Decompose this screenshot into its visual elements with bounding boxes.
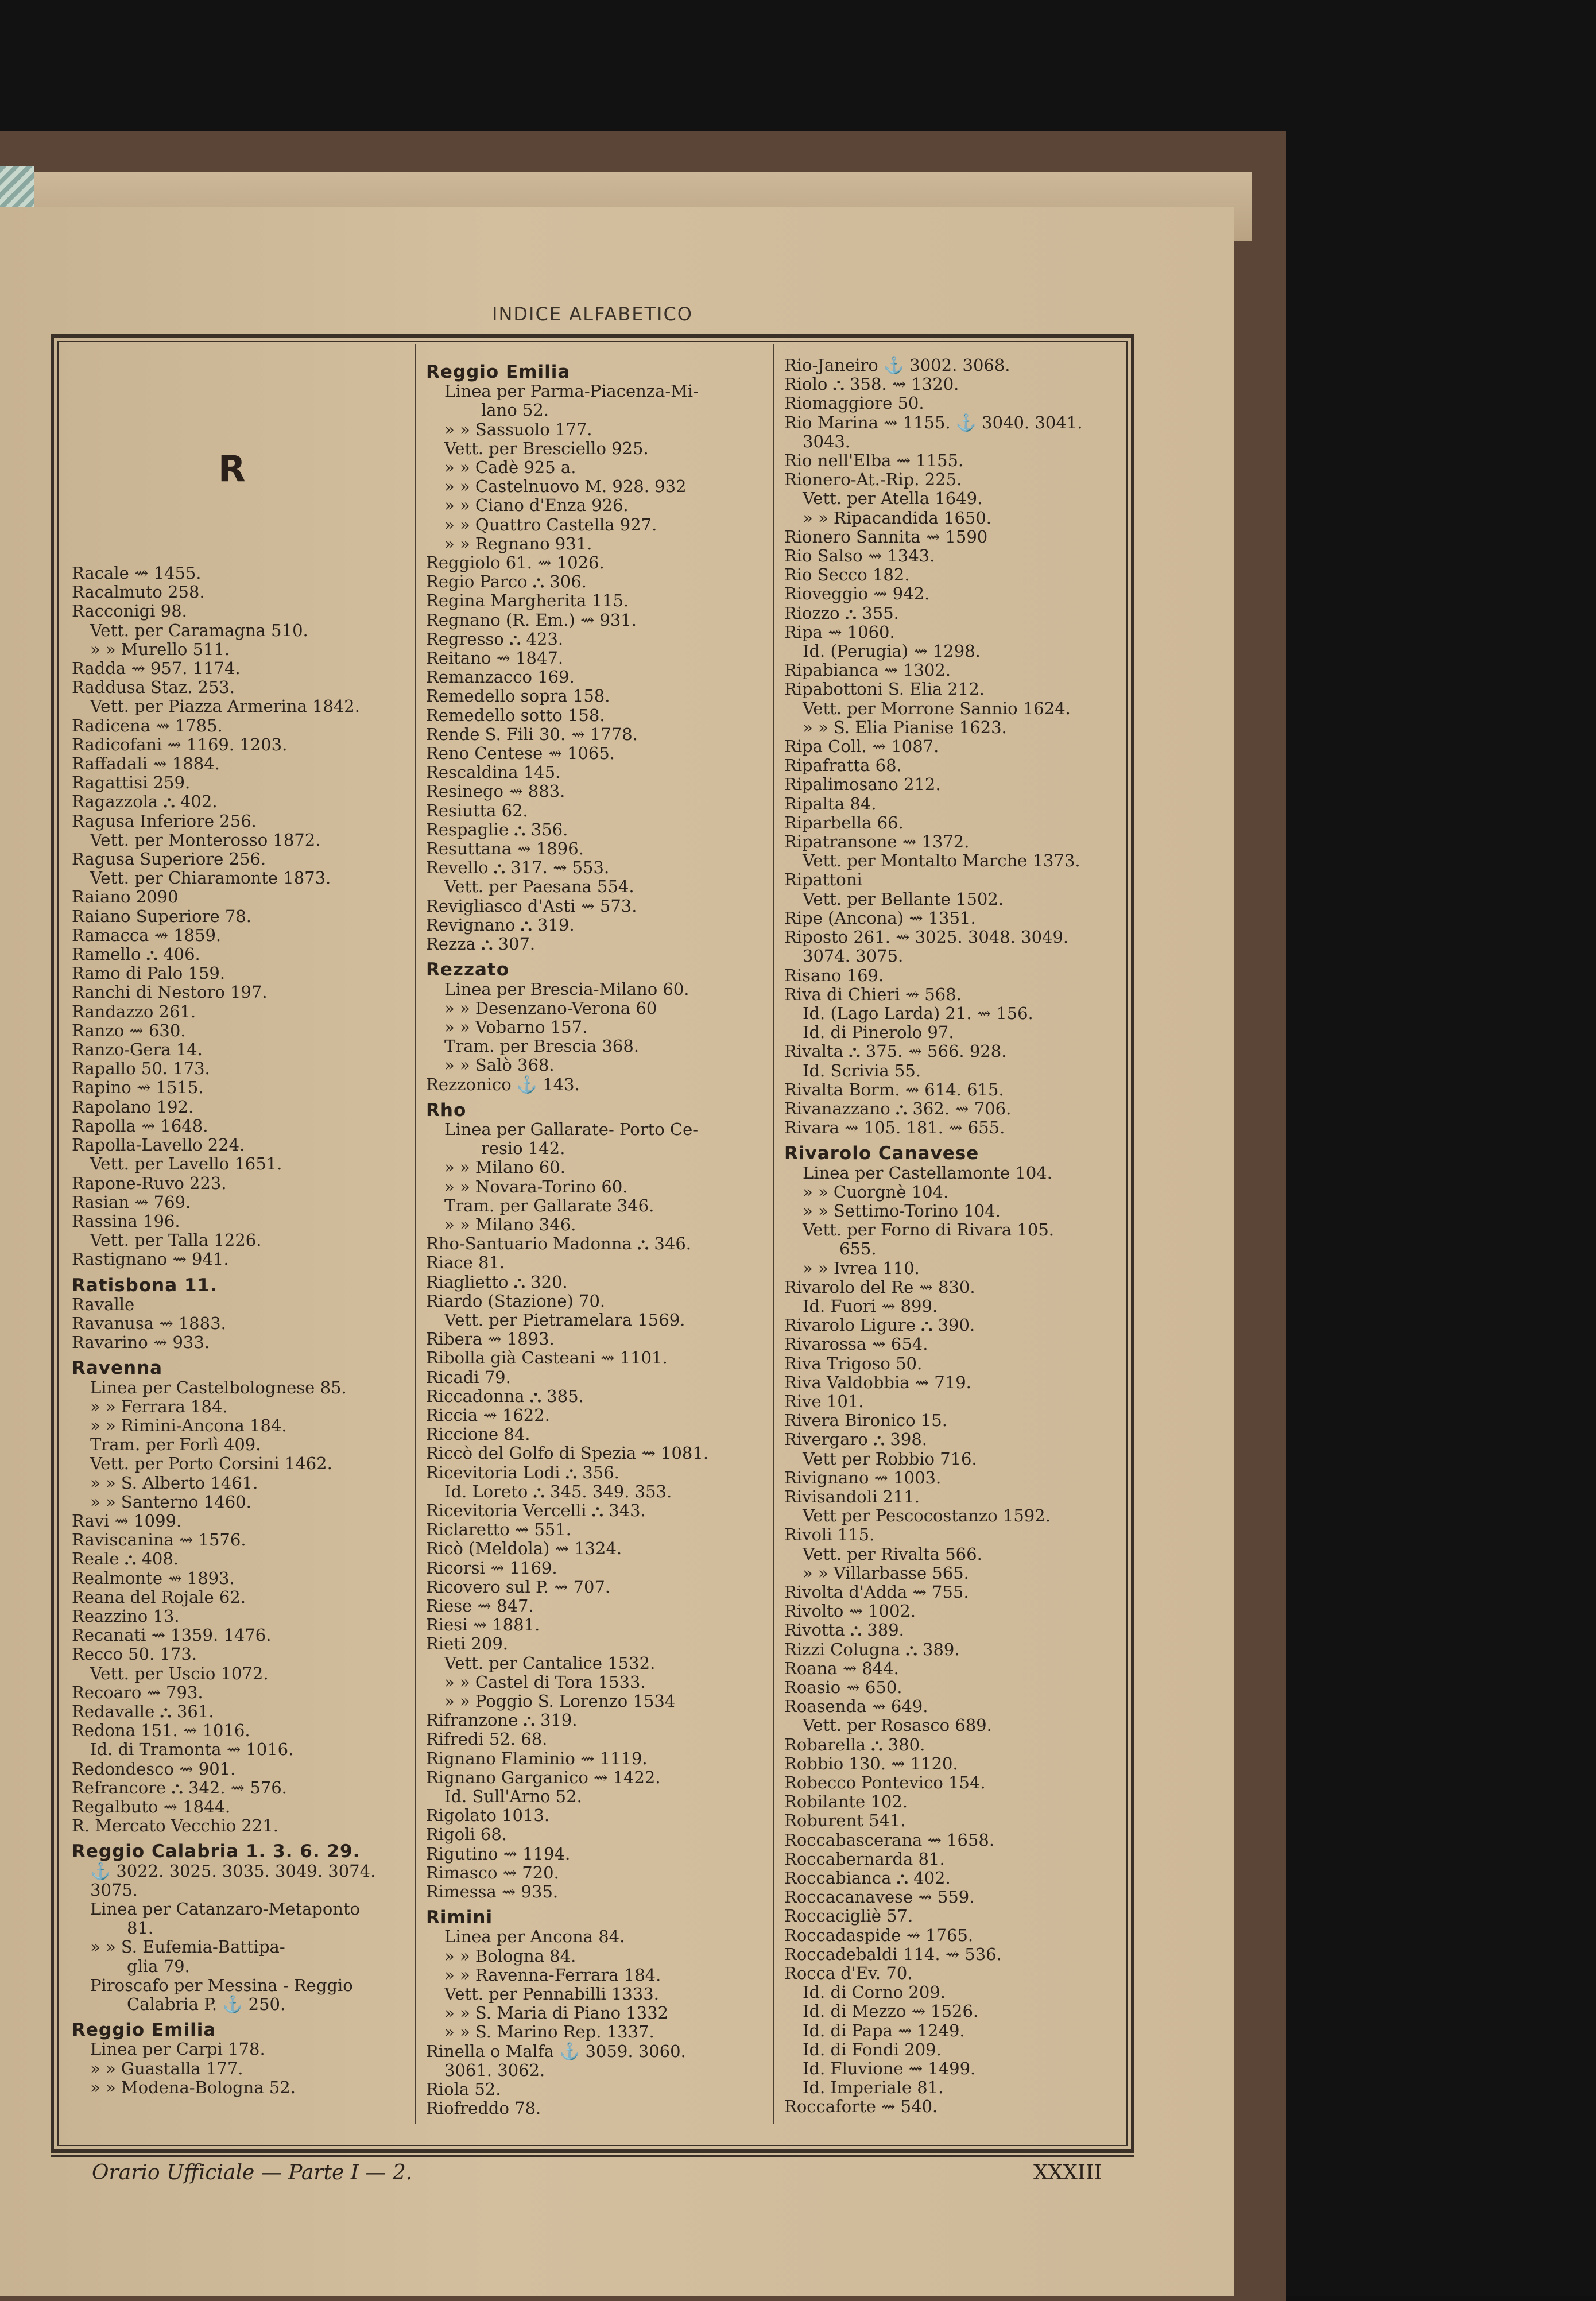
index-entry: » » Rimini-Ancona 184. [90,1415,287,1435]
index-entry: Ricevitoria Vercelli ⛬ 343. [426,1500,646,1520]
index-entry: Vett. per Porto Corsini 1462. [90,1454,332,1474]
index-entry: Regnano (R. Em.) ⇝ 931. [426,610,637,630]
index-entry: Recco 50. 173. [72,1644,197,1664]
index-entry: Vett. per Pietramelara 1569. [444,1310,685,1330]
index-entry: Vett per Pescocostanzo 1592. [803,1506,1051,1526]
index-entry: ⚓ 3022. 3025. 3035. 3049. 3074. [90,1861,376,1881]
index-entry: Radicofani ⇝ 1169. 1203. [72,734,288,754]
index-entry: Id. Fuori ⇝ 899. [803,1296,938,1316]
footer-text: Orario Ufficiale — Parte I — 2. [92,2161,413,2184]
index-entry: Reale ⛬ 408. [72,1549,179,1569]
index-entry: Vett. per Pennabilli 1333. [444,1984,659,2004]
index-entry: » » Cadè 925 a. [444,458,576,478]
index-entry: Rivolta d'Adda ⇝ 755. [784,1582,969,1602]
index-entry: Reitano ⇝ 1847. [426,648,564,668]
index-heading: Reggio Emilia [72,2020,216,2041]
index-entry: Radda ⇝ 957. 1174. [72,658,241,679]
index-entry: » » Poggio S. Lorenzo 1534 [444,1691,676,1711]
index-entry: Roccaforte ⇝ 540. [784,2097,938,2117]
index-entry: Redavalle ⛬ 361. [72,1701,214,1721]
index-entry: R. Mercato Vecchio 221. [72,1816,278,1836]
index-entry: Rigolato 1013. [426,1806,550,1826]
index-entry: 3075. [90,1880,138,1900]
index-entry: Id. di Tramonta ⇝ 1016. [90,1740,294,1760]
index-entry: Remedello sotto 158. [426,705,605,725]
index-entry: Roccabascerana ⇝ 1658. [784,1830,995,1850]
index-entry: Rivergaro ⛬ 398. [784,1430,928,1450]
index-entry: Roccacigliè 57. [784,1906,913,1926]
index-entry: Vett. per Uscio 1072. [90,1663,269,1683]
index-entry: Revigliasco d'Asti ⇝ 573. [426,896,637,916]
index-entry: Ripalta 84. [784,793,877,814]
index-entry: Resuttana ⇝ 1896. [426,839,584,859]
index-entry: Rio Salso ⇝ 1343. [784,546,935,566]
index-heading: Reggio Emilia [426,362,571,382]
index-entry: Riccia ⇝ 1622. [426,1405,550,1425]
index-entry: Rocca d'Ev. 70. [784,1963,913,1984]
index-entry: Riccione 84. [426,1424,530,1444]
index-entry: Riace 81. [426,1253,505,1273]
index-entry: Regina Margherita 115. [426,591,629,611]
index-entry: Ricadi 79. [426,1367,511,1387]
index-entry: Ranchi di Nestoro 197. [72,982,268,1002]
index-entry: Revignano ⛬ 319. [426,915,575,935]
index-entry: Rastignano ⇝ 941. [72,1249,229,1269]
index-entry: Riva di Chieri ⇝ 568. [784,984,962,1004]
index-entry: Reno Centese ⇝ 1065. [426,743,615,764]
index-entry: Linea per Castellamonte 104. [803,1163,1052,1183]
index-entry: Linea per Catanzaro-Metaponto [90,1899,361,1919]
index-entry: Risano 169. [784,965,884,985]
index-entry: Recoaro ⇝ 793. [72,1682,203,1702]
index-entry: Tram. per Forlì 409. [90,1435,261,1455]
index-entry: Id. (Perugia) ⇝ 1298. [803,641,981,661]
index-entry: Rimessa ⇝ 935. [426,1882,559,1902]
index-entry: Vett. per Lavello 1651. [90,1154,282,1174]
index-entry: Id. Scrivia 55. [803,1060,921,1080]
index-entry: Rasian ⇝ 769. [72,1192,191,1212]
index-entry: Rignano Flaminio ⇝ 1119. [426,1748,648,1768]
index-entry: Riva Trigoso 50. [784,1353,923,1373]
index-entry: Regresso ⛬ 423. [426,629,564,649]
index-entry: Vett. per Montalto Marche 1373. [803,851,1080,871]
index-entry: Remanzacco 169. [426,667,575,687]
index-entry: Ripafratta 68. [784,756,902,776]
index-entry: Reana del Rojale 62. [72,1587,246,1607]
index-heading: Rezzato [426,959,510,981]
index-entry: Rapino ⇝ 1515. [72,1078,204,1098]
index-entry: Rezza ⛬ 307. [426,934,536,954]
index-entry: » » Guastalla 177. [90,2058,243,2078]
index-entry: Id. di Mezzo ⇝ 1526. [803,2001,979,2021]
index-entry: Vett. per Caramagna 510. [90,620,308,640]
index-entry: Ripabianca ⇝ 1302. [784,660,951,680]
index-entry: Refrancore ⛬ 342. ⇝ 576. [72,1777,287,1798]
index-entry: Ripattoni [784,870,862,890]
index-entry: Ripatransone ⇝ 1372. [784,832,970,852]
index-entry: Id. Sull'Arno 52. [444,1787,582,1807]
index-entry: Vett. per Atella 1649. [803,489,983,509]
index-heading: Rimini [426,1907,493,1928]
index-entry: Ricovero sul P. ⇝ 707. [426,1576,611,1597]
index-entry: Ravi ⇝ 1099. [72,1510,182,1531]
index-entry: » » Bologna 84. [444,1946,576,1966]
index-entry: Rivara ⇝ 105. 181. ⇝ 655. [784,1118,1005,1138]
index-entry: Riclaretto ⇝ 551. [426,1520,572,1540]
index-entry: Ricò (Meldola) ⇝ 1324. [426,1539,622,1559]
index-entry: Riposto 261. ⇝ 3025. 3048. 3049. [784,927,1069,947]
index-entry: Rivalta Borm. ⇝ 614. 615. [784,1079,1004,1099]
index-entry: Vett. per Rosasco 689. [803,1715,992,1736]
index-entry: Linea per Ancona 84. [444,1927,625,1947]
index-entry: » » Murello 511. [90,639,230,659]
index-entry: Riola 52. [426,2079,501,2099]
index-entry: » » Cuorgnè 104. [803,1182,949,1202]
index-entry: » » Ciano d'Enza 926. [444,495,629,516]
index-entry: lano 52. [481,400,549,420]
index-entry: Linea per Carpi 178. [90,2039,265,2059]
index-entry: » » Vobarno 157. [444,1017,588,1037]
index-entry: Robecco Pontevico 154. [784,1773,986,1793]
index-entry: Rinella o Malfa ⚓ 3059. 3060. [426,2041,686,2061]
index-entry: Linea per Parma-Piacenza-Mi- [444,381,699,401]
index-entry: Robarella ⛬ 380. [784,1734,925,1754]
index-entry: » » Santerno 1460. [90,1492,251,1512]
index-entry: Rio-Janeiro ⚓ 3002. 3068. [784,355,1010,375]
index-entry: Resiutta 62. [426,800,528,820]
index-entry: Linea per Brescia-Milano 60. [444,979,689,999]
index-entry: Riccadonna ⛬ 385. [426,1386,584,1406]
index-entry: » » Desenzano-Verona 60 [444,998,657,1018]
index-entry: Resinego ⇝ 883. [426,781,565,801]
index-entry: Riofreddo 78. [426,2098,541,2118]
index-entry: » » S. Maria di Piano 1332 [444,2003,669,2023]
index-entry: Reggiolo 61. ⇝ 1026. [426,553,605,573]
index-entry: Roburent 541. [784,1811,906,1831]
index-entry: Roccadaspide ⇝ 1765. [784,1925,974,1945]
index-entry: Ripa ⇝ 1060. [784,622,895,642]
index-entry: Rifredi 52. 68. [426,1729,548,1749]
index-entry: Ribera ⇝ 1893. [426,1329,555,1349]
index-entry: Id. (Lago Larda) 21. ⇝ 156. [803,1003,1033,1023]
index-entry: Racalmuto 258. [72,582,205,602]
index-entry: Vett. per Bresciello 925. [444,438,649,458]
index-entry: Riparbella 66. [784,812,904,832]
index-entry: Regalbuto ⇝ 1844. [72,1797,231,1816]
index-entry: Ripalimosano 212. [784,774,941,795]
index-entry: Robbio 130. ⇝ 1120. [784,1753,958,1773]
index-entry: Vett. per Cantalice 1532. [444,1653,656,1673]
index-entry: Raddusa Staz. 253. [72,677,235,698]
index-entry: Riva Valdobbia ⇝ 719. [784,1372,971,1392]
index-entry: Vett. per Morrone Sannio 1624. [803,698,1071,718]
index-heading: Ratisbona 11. [72,1275,218,1296]
index-entry: » » Regnano 931. [444,533,592,553]
index-entry: Riaglietto ⛬ 320. [426,1272,568,1292]
page-number: XXXIII [1033,2161,1102,2184]
index-entry: Vett. per Chiaramonte 1873. [90,868,331,888]
index-entry: Ranzo-Gera 14. [72,1040,203,1060]
index-entry: Roccabernarda 81. [784,1849,945,1869]
index-entry: Roana ⇝ 844. [784,1658,899,1678]
index-entry: » » Castel di Tora 1533. [444,1672,646,1692]
index-entry: Roasio ⇝ 650. [784,1678,902,1698]
index-entry: resio 142. [481,1138,565,1159]
index-entry: Rivignano ⇝ 1003. [784,1467,942,1487]
index-entry: 81. [127,1918,154,1938]
index-entry: Rassina 196. [72,1211,180,1231]
index-entry: Riesi ⇝ 1881. [426,1615,540,1635]
index-entry: Raviscanina ⇝ 1576. [72,1530,246,1550]
index-entry: Riardo (Stazione) 70. [426,1291,606,1311]
section-letter: R [218,448,246,490]
index-entry: » » Settimo-Torino 104. [803,1200,1001,1221]
index-entry: Rivalta ⛬ 375. ⇝ 566. 928. [784,1041,1007,1062]
index-entry: Rezzonico ⚓ 143. [426,1074,580,1094]
index-entry: Rive 101. [784,1391,864,1411]
index-entry: Id. Fluvione ⇝ 1499. [803,2059,976,2079]
index-entry: Redondesco ⇝ 901. [72,1758,236,1779]
index-entry: Vett. per Paesana 554. [444,877,634,897]
index-entry: Ripa Coll. ⇝ 1087. [784,737,939,757]
index-entry: Ramello ⛬ 406. [72,944,200,964]
index-column-1 [72,564,405,2097]
index-entry: Rho-Santuario Madonna ⛬ 346. [426,1234,691,1254]
index-entry: Id. di Papa ⇝ 1249. [803,2020,965,2040]
index-entry: Rigutino ⇝ 1194. [426,1843,571,1864]
index-entry: Reazzino 13. [72,1606,180,1626]
index-entry: Piroscafo per Messina - Reggio [90,1975,353,1995]
index-entry: Ragusa Inferiore 256. [72,811,257,831]
index-entry: Redona 151. ⇝ 1016. [72,1721,250,1741]
index-entry: Riomaggiore 50. [784,393,924,413]
index-entry: Rio nell'Elba ⇝ 1155. [784,451,964,471]
index-entry: Rimasco ⇝ 720. [426,1862,559,1882]
page-title: INDICE ALFABETICO [492,303,693,325]
index-entry: Recanati ⇝ 1359. 1476. [72,1625,272,1645]
index-entry: Roccadebaldi 114. ⇝ 536. [784,1944,1002,1964]
index-entry: Rapolano 192. [72,1097,194,1117]
index-entry: Robilante 102. [784,1792,908,1812]
index-entry: Ricevitoria Lodi ⛬ 356. [426,1462,619,1482]
index-entry: Rapolla ⇝ 1648. [72,1115,208,1136]
index-entry: Rifranzone ⛬ 319. [426,1710,578,1730]
index-entry: Raiano Superiore 78. [72,906,251,926]
index-entry: Raffadali ⇝ 1884. [72,754,220,774]
index-entry: Rivarolo del Re ⇝ 830. [784,1277,975,1297]
footer-rule [51,2155,1134,2157]
index-entry: Roccabianca ⛬ 402. [784,1868,951,1888]
index-entry: » » S. Elia Pianise 1623. [803,717,1007,737]
index-entry: Rapone-Ruvo 223. [72,1173,227,1193]
index-entry: glia 79. [127,1956,190,1976]
index-entry: » » Milano 60. [444,1157,565,1177]
index-entry: » » Ripacandida 1650. [803,508,992,528]
index-entry: Rio Marina ⇝ 1155. ⚓ 3040. 3041. [784,412,1083,432]
index-entry: Rivanazzano ⛬ 362. ⇝ 706. [784,1098,1012,1118]
index-entry: Vett. per Monterosso 1872. [90,830,321,850]
index-entry: » » Modena-Bologna 52. [90,2077,296,2097]
column-divider [415,344,416,2124]
index-entry: » » Castelnuovo M. 928. 932 [444,477,687,497]
index-column-3 [784,356,1134,2117]
index-entry: Riccò del Golfo di Spezia ⇝ 1081. [426,1443,709,1463]
index-entry: » » Milano 346. [444,1214,576,1234]
index-entry: Ragusa Superiore 256. [72,849,266,869]
index-entry: Id. di Corno 209. [803,1982,946,2002]
index-entry: Rivarolo Ligure ⛬ 390. [784,1315,975,1335]
index-heading: Ravenna [72,1358,163,1379]
index-entry: Rivoli 115. [784,1525,875,1545]
index-entry: » » Ravenna-Ferrara 184. [444,1965,661,1985]
column-divider [773,344,774,2124]
index-entry: Roccacanavese ⇝ 559. [784,1887,975,1907]
index-entry: Vett per Robbio 716. [803,1448,977,1469]
index-entry: Rigoli 68. [426,1824,508,1845]
index-entry: Rivotta ⛬ 389. [784,1620,904,1640]
index-entry: Ranzo ⇝ 630. [72,1020,186,1040]
index-entry: Remedello sopra 158. [426,686,610,706]
index-entry: Raiano 2090 [72,887,179,907]
index-entry: Vett. per Piazza Armerina 1842. [90,696,360,716]
index-entry: Ricorsi ⇝ 1169. [426,1558,557,1578]
index-entry: Rieti 209. [426,1634,508,1654]
index-column-2 [426,356,765,2118]
index-entry: Ripe (Ancona) ⇝ 1351. [784,908,976,928]
index-entry: Tram. per Brescia 368. [444,1036,640,1056]
index-entry: Riolo ⛬ 358. ⇝ 1320. [784,374,959,394]
index-entry: Vett. per Talla 1226. [90,1230,262,1250]
index-entry: Rapallo 50. 173. [72,1059,210,1079]
index-entry: Rionero-At.-Rip. 225. [784,470,962,490]
index-entry: Ribolla già Casteani ⇝ 1101. [426,1348,668,1368]
index-entry: Regio Parco ⛬ 306. [426,572,587,592]
index-entry: Linea per Gallarate- Porto Ce- [444,1119,699,1139]
index-entry: » » S. Alberto 1461. [90,1473,258,1493]
index-entry: Ripabottoni S. Elia 212. [784,679,985,699]
index-entry: Ravarino ⇝ 933. [72,1332,210,1353]
index-entry: Tram. per Gallarate 346. [444,1195,654,1215]
index-heading: Reggio Calabria 1. 3. 6. 29. [72,1841,361,1862]
index-entry: Rivolto ⇝ 1002. [784,1601,916,1621]
index-entry: Revello ⛬ 317. ⇝ 553. [426,858,610,878]
index-entry: Realmonte ⇝ 1893. [72,1568,235,1588]
index-entry: Id. Loreto ⛬ 345. 349. 353. [444,1481,672,1501]
index-entry: Vett. per Rivalta 566. [803,1544,982,1564]
index-entry: Rivera Bironico 15. [784,1411,947,1431]
index-entry: Rizzi Colugna ⛬ 389. [784,1639,960,1659]
index-entry: Id. Imperiale 81. [803,2078,944,2098]
index-entry: 3061. 3062. [444,2060,545,2080]
index-entry: » » Villarbasse 565. [803,1563,969,1583]
index-entry: Vett. per Bellante 1502. [803,889,1004,909]
index-entry: Rivisandoli 211. [784,1486,920,1506]
index-entry: 655. [839,1239,877,1259]
index-entry: 3074. 3075. [803,946,904,966]
index-entry: » » Quattro Castella 927. [444,514,657,534]
index-entry: » » Novara-Torino 60. [444,1176,628,1196]
index-entry: Racale ⇝ 1455. [72,563,202,583]
index-entry: Ragazzola ⛬ 402. [72,792,218,812]
index-entry: Ravalle [72,1294,135,1314]
index-entry: Rescaldina 145. [426,762,561,783]
index-entry: Rignano Garganico ⇝ 1422. [426,1767,661,1787]
index-entry: » » Sassuolo 177. [444,419,592,439]
index-entry: Rivarossa ⇝ 654. [784,1334,928,1354]
index-entry: Ramacca ⇝ 1859. [72,925,222,945]
index-entry: » » Ferrara 184. [90,1396,228,1416]
index-entry: » » S. Eufemia-Battipa- [90,1937,285,1957]
index-entry: Id. di Pinerolo 97. [803,1022,954,1043]
index-entry: » » Ivrea 110. [803,1258,920,1278]
index-entry: Racconigi 98. [72,601,187,621]
index-entry: Id. di Fondi 209. [803,2039,942,2059]
index-entry: Riese ⇝ 847. [426,1596,534,1616]
index-entry: Ragattisi 259. [72,773,191,793]
index-entry: Radicena ⇝ 1785. [72,715,223,735]
index-entry: Rapolla-Lavello 224. [72,1135,245,1155]
index-entry: Ravanusa ⇝ 1883. [72,1313,226,1333]
index-entry: Calabria P. ⚓ 250. [127,1994,286,2015]
index-entry: Roasenda ⇝ 649. [784,1696,928,1717]
index-entry: Linea per Castelbolognese 85. [90,1377,347,1397]
index-entry: » » S. Marino Rep. 1337. [444,2022,654,2042]
index-entry: » » Salò 368. [444,1055,555,1075]
index-entry: Riozzo ⛬ 355. [784,603,899,623]
index-entry: Respaglie ⛬ 356. [426,819,568,839]
index-entry: Rionero Sannita ⇝ 1590 [784,526,988,547]
index-entry: Ramo di Palo 159. [72,963,226,983]
index-heading: Rivarolo Canavese [784,1143,979,1164]
index-entry: Vett. per Forno di Rivara 105. [803,1220,1054,1240]
index-entry: 3043. [803,431,851,451]
index-entry: Randazzo 261. [72,1001,196,1021]
index-entry: Rioveggio ⇝ 942. [784,584,930,604]
index-heading: Rho [426,1099,467,1121]
index-entry: Rende S. Fili 30. ⇝ 1778. [426,724,638,744]
index-entry: Rio Secco 182. [784,565,910,585]
